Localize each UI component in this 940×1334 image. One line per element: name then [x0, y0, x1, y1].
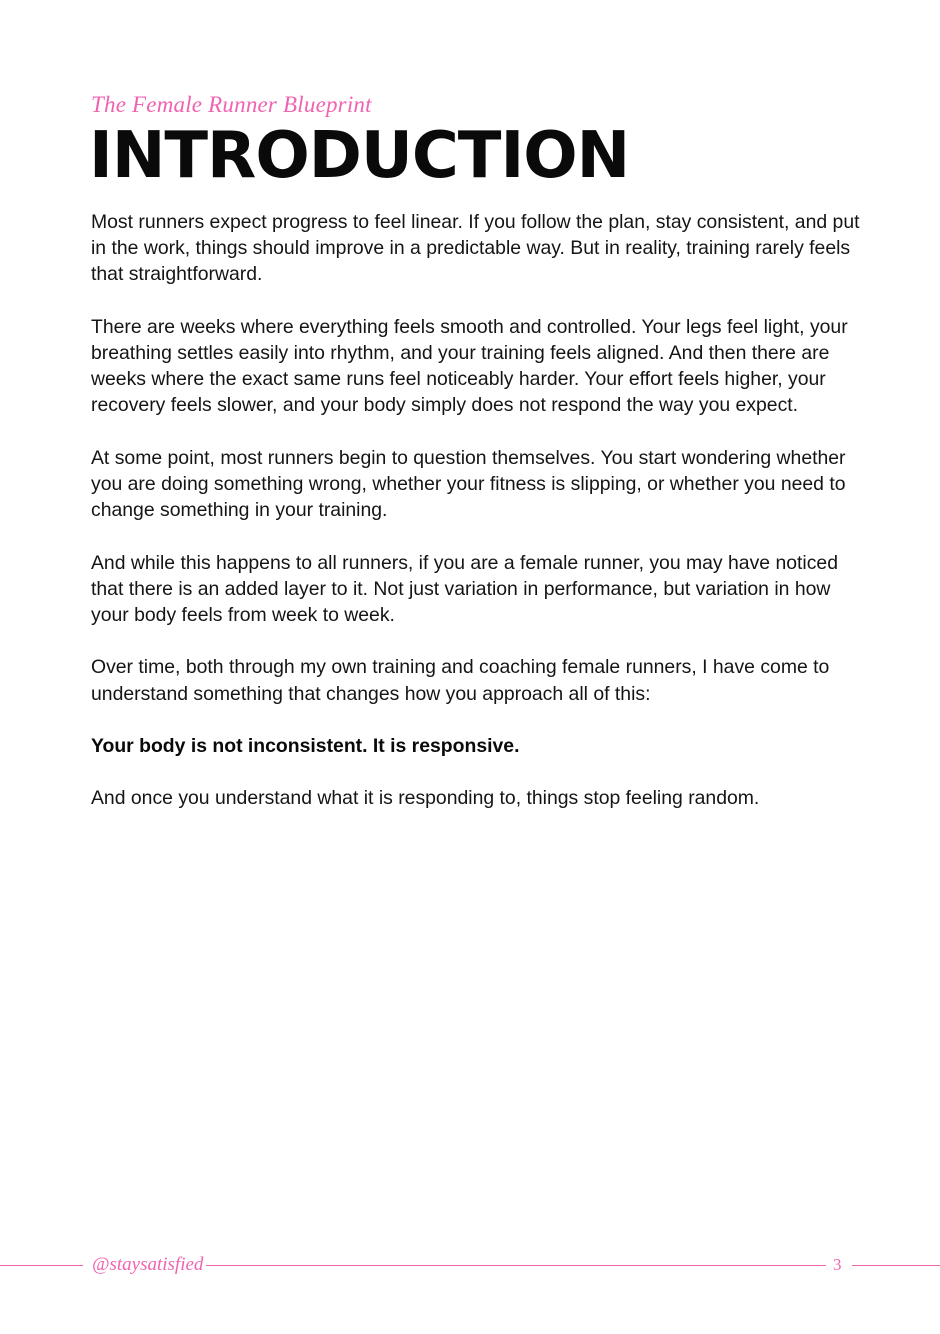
- paragraph-7: And once you understand what it is responding to, things stop feeling random.: [91, 787, 760, 810]
- paragraph-2: There are weeks where everything feels smooth and controlled. Your legs feel light, your breathing settles easily into rhythm, and your training feels aligned. And then there are weeks where the exact same runs feel noticeably harder. Your effort feels higher, your recovery feels slower, and your body simply does not respond the way you expect.: [91, 315, 848, 417]
- footer-divider-left: [0, 1265, 83, 1266]
- paragraph-3: At some point, most runners begin to question themselves. You start wondering whether you are doing something wrong, whether your fitness is slipping, or whether you need to change something in your training.: [91, 446, 846, 522]
- page-title: INTRODUCTION: [89, 119, 630, 193]
- footer-divider-right: [852, 1265, 940, 1266]
- body-text: [91, 209, 861, 838]
- paragraph-5: Over time, both through my own training and coaching female runners, I have come to understand something that changes how you approach all of this:: [91, 656, 830, 705]
- page-number: 3: [833, 1255, 842, 1274]
- key-statement: Your body is not inconsistent. It is responsive.: [91, 734, 520, 757]
- footer-divider-middle: [206, 1265, 826, 1266]
- document-subtitle: The Female Runner Blueprint: [91, 92, 372, 117]
- paragraph-1: Most runners expect progress to feel linear. If you follow the plan, stay consistent, and put in the work, things should improve in a predictable way. But in reality, training rarely feels that straightforward.: [91, 211, 860, 286]
- social-handle: @staysatisfied: [92, 1254, 204, 1275]
- page-footer: [0, 1254, 940, 1278]
- paragraph-4: And while this happens to all runners, if you are a female runner, you may have noticed that there is an added layer to it. Not just variation in performance, but variation in how your body feels from week to week.: [91, 551, 838, 626]
